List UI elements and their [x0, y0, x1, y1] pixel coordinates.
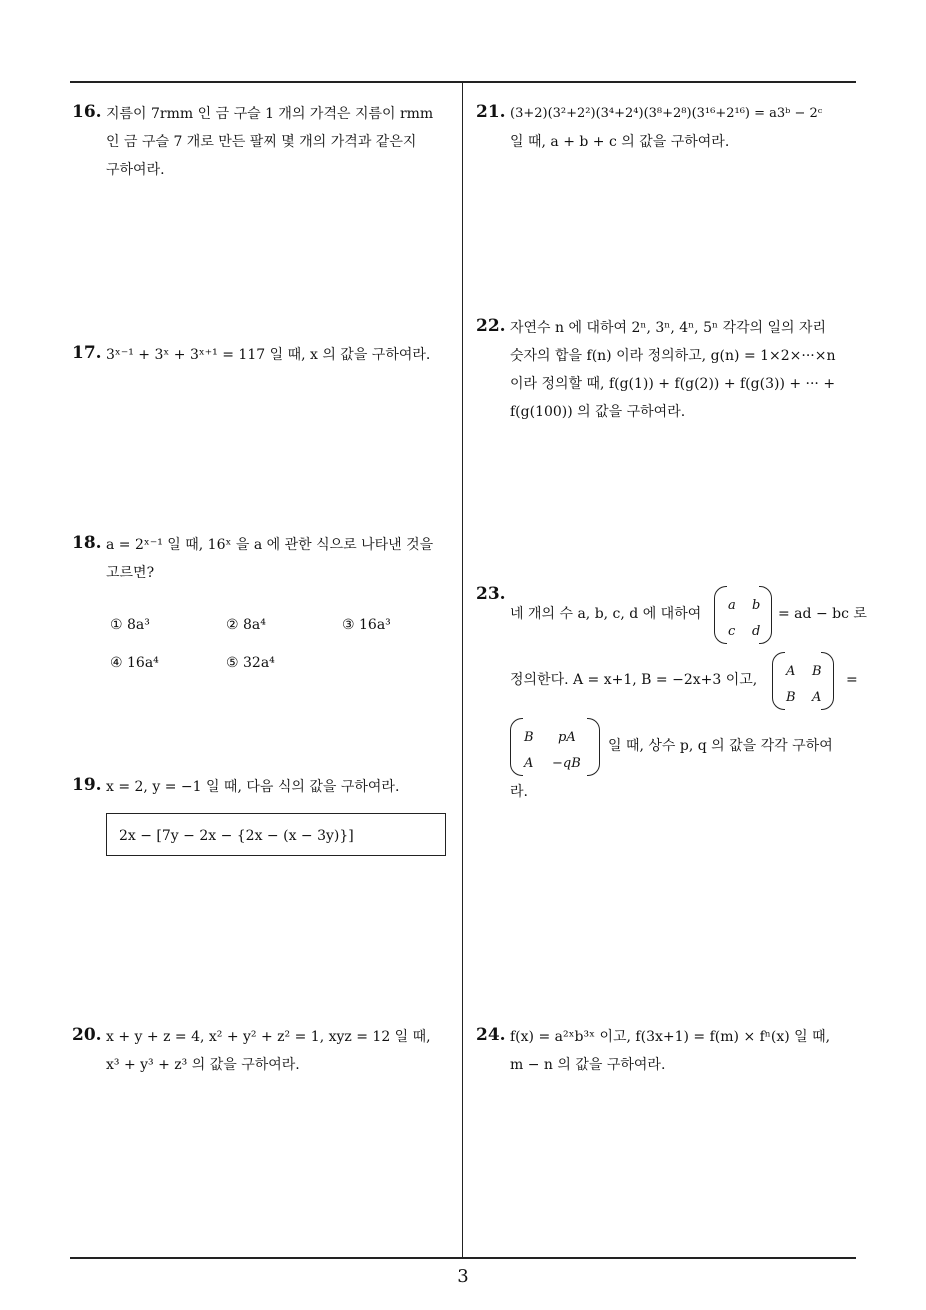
problem-number: 19. [72, 775, 102, 795]
right-paren [821, 652, 834, 710]
problem-number: 21. [476, 102, 506, 122]
expression-text: 2x − [7y − 2x − {2x − (x − 3y)}] [119, 828, 354, 844]
problem-text-line: 이라 정의할 때, f(g(1)) + f(g(2)) + f(g(3)) + ··· + [510, 376, 836, 392]
problem-23 [476, 582, 867, 812]
problem-text-line: = [846, 672, 858, 688]
problem-text-line: 구하여라. [106, 162, 165, 178]
problem-text-line: 자연수 n 에 대하여 2ⁿ, 3ⁿ, 4ⁿ, 5ⁿ 각각의 일의 자리 [510, 320, 827, 336]
choice-2[interactable]: ② 8a⁴ [226, 617, 266, 633]
problem-text-line: a = 2ˣ⁻¹ 일 때, 16ˣ 을 a 에 관한 식으로 나타낸 것을 [106, 537, 434, 553]
choice-4[interactable]: ④ 16a⁴ [110, 655, 159, 671]
matrix-cell: A [786, 664, 796, 679]
matrix-ab [772, 652, 834, 708]
problem-number: 17. [72, 343, 102, 363]
problem-text-line: x + y + z = 4, x² + y² + z² = 1, xyz = 12 일 때, [106, 1029, 431, 1045]
column-divider [462, 82, 463, 1258]
problem-number: 24. [476, 1025, 506, 1045]
matrix-cell: B [812, 664, 822, 679]
top-rule [70, 81, 856, 83]
problem-number: 18. [72, 533, 102, 553]
matrix-cell: A [524, 756, 534, 771]
problem-text-line: 인 금 구슬 7 개로 만든 팔찌 몇 개의 가격과 같은지 [106, 134, 417, 150]
problem-number: 20. [72, 1025, 102, 1045]
problem-text-line: 숫자의 합을 f(n) 이라 정의하고, g(n) = 1×2×···×n [510, 348, 836, 364]
problem-text-line: 일 때, a + b + c 의 값을 구하여라. [510, 134, 730, 150]
problem-text-line: f(x) = a²ˣb³ˣ 이고, f(3x+1) = f(m) × fⁿ(x) 일 때, [510, 1029, 831, 1045]
expression-box [106, 813, 446, 856]
matrix-cell: d [752, 624, 761, 639]
problem-text-line: 일 때, 상수 p, q 의 값을 각각 구하여 [608, 738, 833, 754]
choice-3[interactable]: ③ 16a³ [342, 617, 391, 633]
matrix-cell: B [524, 730, 534, 745]
problem-text-line: 고르면? [106, 565, 155, 581]
problem-number: 23. [476, 584, 506, 604]
choice-5[interactable]: ⑤ 32a⁴ [226, 655, 275, 671]
problem-text-line: 3ˣ⁻¹ + 3ˣ + 3ˣ⁺¹ = 117 일 때, x 의 값을 구하여라. [106, 347, 431, 363]
problem-text-line: 라. [510, 784, 528, 800]
determinant-matrix [714, 586, 772, 642]
problem-text-line: x = 2, y = −1 일 때, 다음 식의 값을 구하여라. [106, 779, 400, 795]
right-paren [587, 718, 600, 776]
problem-text-line: (3+2)(3²+2²)(3⁴+2⁴)(3⁸+2⁸)(3¹⁶+2¹⁶) = a3ᵇ − 2ᶜ [510, 106, 823, 121]
left-paren [510, 718, 523, 776]
page-number: 3 [457, 1266, 469, 1287]
left-paren [714, 586, 727, 644]
problem-text-line: = ad − bc 로 [778, 606, 867, 622]
problem-text-line: 정의한다. A = x+1, B = −2x+3 이고, [510, 672, 758, 688]
matrix-pq [510, 718, 600, 774]
choice-1[interactable]: ① 8a³ [110, 617, 150, 633]
problem-text-line: f(g(100)) 의 값을 구하여라. [510, 404, 686, 420]
problem-text-line: x³ + y³ + z³ 의 값을 구하여라. [106, 1057, 300, 1073]
matrix-cell: a [728, 598, 736, 613]
matrix-cell: −qB [552, 756, 581, 771]
right-paren [759, 586, 772, 644]
left-paren [772, 652, 785, 710]
matrix-cell: A [812, 690, 822, 705]
problem-text-line: m − n 의 값을 구하여라. [510, 1057, 666, 1073]
problem-number: 22. [476, 316, 506, 336]
problem-text-line: 지름이 7rmm 인 금 구슬 1 개의 가격은 지름이 rmm [106, 106, 434, 122]
problem-number: 16. [72, 102, 102, 122]
matrix-cell: B [786, 690, 796, 705]
bottom-rule [70, 1257, 856, 1259]
matrix-cell: pA [558, 730, 576, 745]
problem-18 [72, 531, 458, 681]
matrix-cell: c [728, 624, 736, 639]
problem-text-line: 네 개의 수 a, b, c, d 에 대하여 [510, 606, 702, 622]
matrix-cell: b [752, 598, 761, 613]
problem-19 [72, 773, 458, 863]
